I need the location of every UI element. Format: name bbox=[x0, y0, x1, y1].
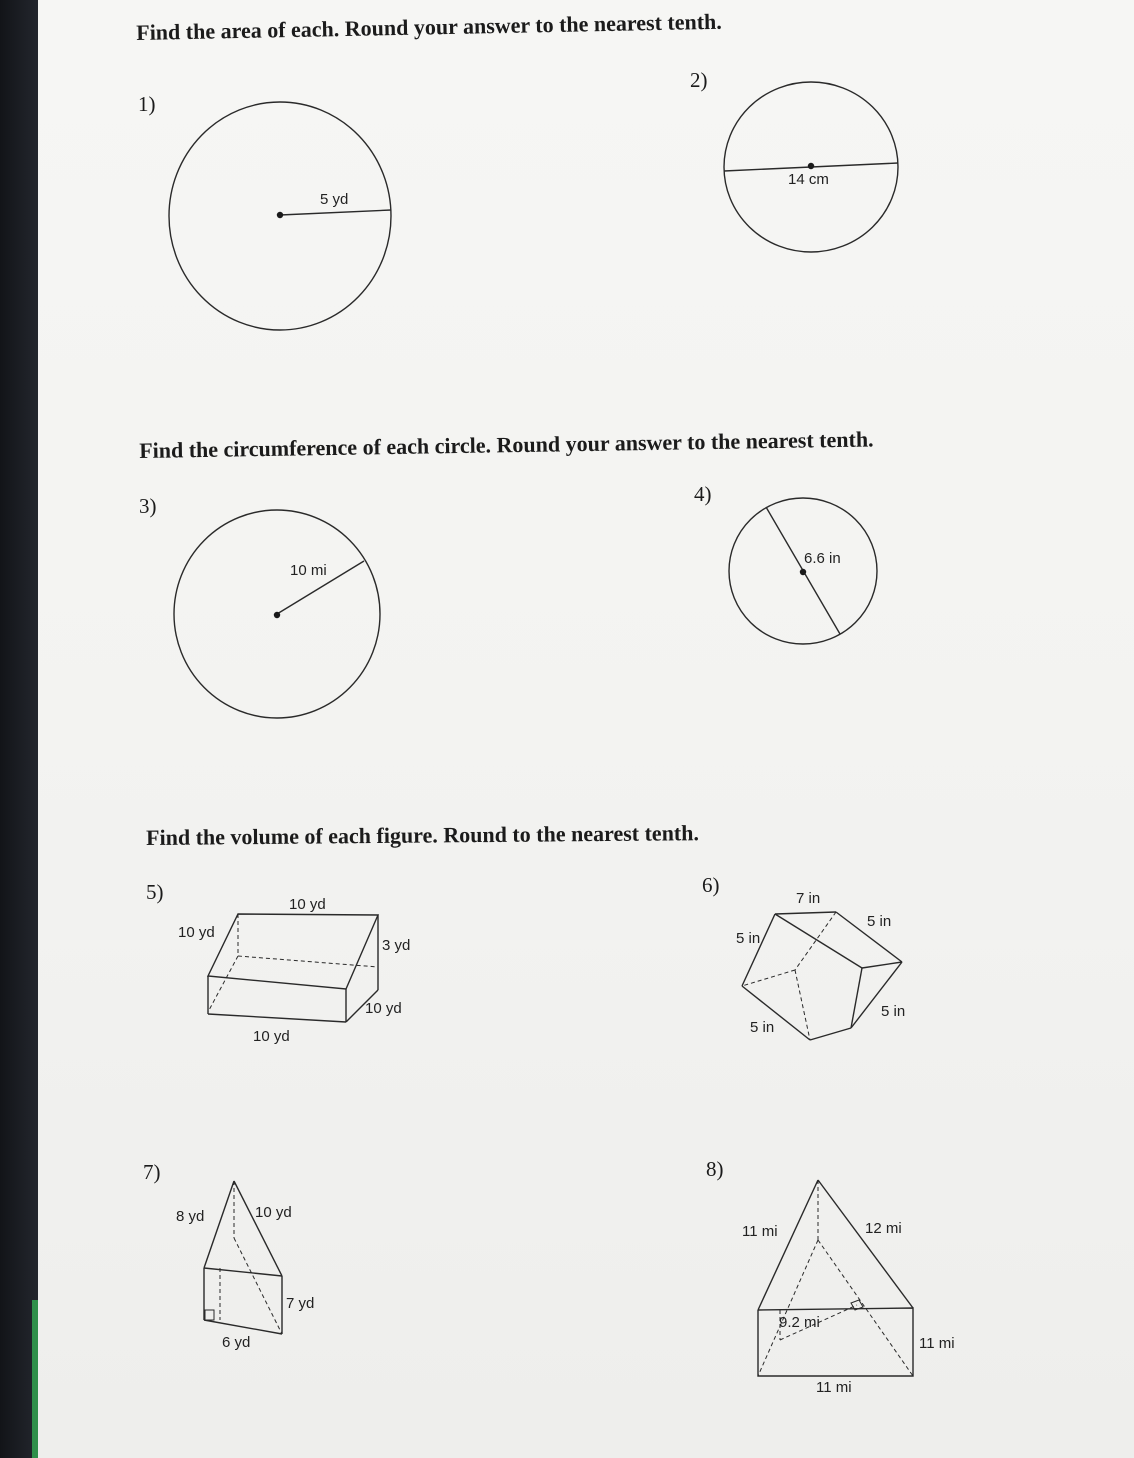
figure-5-top-label: 10 yd bbox=[289, 896, 326, 913]
figure-7-left-label: 8 yd bbox=[176, 1208, 205, 1225]
figure-3-radius-label: 10 mi bbox=[290, 562, 327, 579]
figure-1-radius-label: 5 yd bbox=[320, 191, 349, 208]
figure-2-diameter-label: 14 cm bbox=[788, 171, 829, 188]
section-heading-volume: Find the volume of each figure. Round to the nearest tenth. bbox=[146, 820, 700, 850]
figure-2-center-dot bbox=[808, 163, 814, 169]
figure-6-lower-right-label: 5 in bbox=[881, 1003, 906, 1020]
problem-number-4: 4) bbox=[694, 482, 712, 506]
section-heading-circumference: Find the circumference of each circle. Round your answer to the nearest tenth. bbox=[139, 426, 874, 463]
figure-4-radius-label: 6.6 in bbox=[804, 550, 841, 567]
problem-number-5: 5) bbox=[146, 880, 164, 904]
figure-5-depth-label: 10 yd bbox=[365, 1000, 402, 1017]
figure-6-top-label: 7 in bbox=[796, 890, 821, 907]
figure-8-side-label: 11 mi bbox=[919, 1335, 955, 1352]
figure-6-lower-left-label: 5 in bbox=[750, 1019, 775, 1036]
figure-7-bottom-label: 6 yd bbox=[222, 1334, 251, 1351]
figure-5-rectangular-prism bbox=[208, 914, 378, 1022]
figure-5-bottom-label: 10 yd bbox=[253, 1028, 290, 1045]
problem-number-3: 3) bbox=[139, 494, 157, 518]
figure-7-top-right-label: 10 yd bbox=[255, 1204, 292, 1221]
figure-8-height-label: 9.2 mi bbox=[779, 1314, 820, 1331]
figure-5-height-label: 3 yd bbox=[382, 937, 411, 954]
figure-8-right-label: 12 mi bbox=[865, 1220, 902, 1237]
problem-number-7: 7) bbox=[143, 1160, 161, 1184]
figure-8-left-label: 11 mi bbox=[742, 1223, 778, 1240]
problem-number-1: 1) bbox=[138, 92, 156, 116]
problem-number-6: 6) bbox=[702, 873, 720, 897]
figure-8-bottom-label: 11 mi bbox=[816, 1379, 852, 1396]
figure-1-center-dot bbox=[277, 212, 283, 218]
section-heading-area: Find the area of each. Round your answer to the nearest tenth. bbox=[136, 8, 723, 45]
figure-8-triangular-prism bbox=[758, 1180, 913, 1376]
figure-3-center-dot bbox=[274, 612, 280, 618]
figure-5-left-label: 10 yd bbox=[178, 924, 215, 941]
figure-4-center-dot bbox=[800, 569, 806, 575]
problem-number-8: 8) bbox=[706, 1157, 724, 1181]
figure-6-upper-right-label: 5 in bbox=[867, 913, 892, 930]
figure-7-right-label: 7 yd bbox=[286, 1295, 315, 1312]
problem-number-2: 2) bbox=[690, 68, 708, 92]
figure-6-upper-left-label: 5 in bbox=[736, 930, 761, 947]
